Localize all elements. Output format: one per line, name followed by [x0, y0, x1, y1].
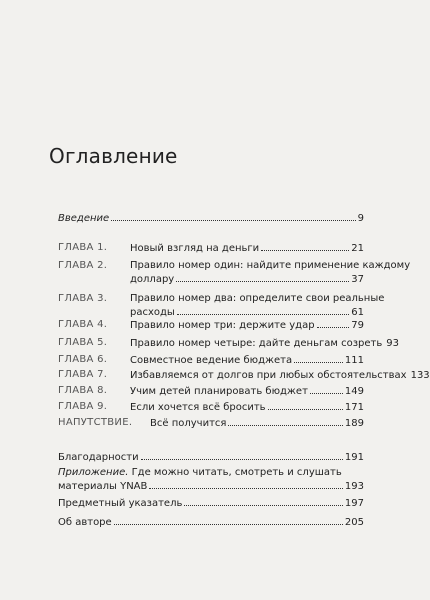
chapter-label: ГЛАВА 8. — [58, 385, 108, 396]
page-number: 93 — [386, 338, 399, 349]
page-number: 79 — [351, 320, 364, 331]
page-number: 191 — [344, 452, 364, 463]
leader-dots — [114, 515, 343, 525]
toc-entry-text: материалы YNAB — [58, 481, 148, 492]
chapter-label: ГЛАВА 4. — [58, 319, 108, 330]
page-number: 37 — [351, 274, 364, 285]
toc-entry-text: Правило номер три: держите удар — [130, 320, 315, 331]
toc-entry-text: Благодарности — [58, 452, 139, 463]
toc-entry-text: Избавляемся от долгов при любых обстоятельствах — [130, 370, 407, 381]
chapter-label: ГЛАВА 5. — [58, 337, 108, 348]
page-number: 133 — [410, 370, 430, 381]
leader-dots — [317, 318, 350, 328]
toc-entry-text: Предметный указатель — [58, 498, 183, 509]
toc-entry-text: Если хочется всё бросить — [130, 402, 266, 413]
toc-entry-text: Совместное ведение бюджета — [130, 355, 293, 366]
leader-dots — [149, 479, 343, 489]
leader-dots — [177, 305, 349, 315]
toc-entry-text: Правило номер четыре: дайте деньгам созреть — [130, 338, 383, 349]
toc-entry-text: Правило номер один: найдите применение каждому — [130, 260, 411, 271]
page-number: 61 — [351, 307, 364, 318]
chapter-label: ГЛАВА 1. — [58, 242, 108, 253]
toc-entry-text: Приложение. Где можно читать, смотреть и слушать — [58, 467, 342, 478]
leader-dots — [294, 353, 343, 363]
page-number: 189 — [344, 418, 364, 429]
leader-dots — [228, 416, 343, 426]
page-number: 9 — [357, 213, 364, 224]
toc-entry-text: Новый взгляд на деньги — [130, 243, 260, 254]
page-number: 171 — [344, 402, 364, 413]
chapter-label: ГЛАВА 7. — [58, 369, 108, 380]
toc-entry-text: расходы — [130, 307, 175, 318]
toc-entry-text: Об авторе — [58, 517, 112, 528]
page-number: 111 — [344, 355, 364, 366]
toc-entry-text: Всё получится — [150, 418, 227, 429]
leader-dots — [268, 400, 343, 410]
leader-dots — [176, 272, 349, 282]
leader-dots — [310, 384, 343, 394]
toc-entry-text: доллару — [130, 274, 175, 285]
chapter-label: ГЛАВА 3. — [58, 293, 108, 304]
page-number: 205 — [344, 517, 364, 528]
toc-entry-text: Правило номер два: определите свои реальные — [130, 293, 385, 304]
chapter-label: ГЛАВА 2. — [58, 260, 108, 271]
chapter-label: ГЛАВА 6. — [58, 354, 108, 365]
leader-dots — [141, 450, 343, 460]
leader-dots — [261, 241, 349, 251]
leader-dots — [184, 496, 343, 506]
chapter-label: ГЛАВА 9. — [58, 401, 108, 412]
toc-entry-text: Введение — [58, 213, 110, 224]
toc-entry-text: Учим детей планировать бюджет — [130, 386, 308, 397]
page-number: 193 — [344, 481, 364, 492]
page-number: 149 — [344, 386, 364, 397]
chapter-label: НАПУТСТВИЕ. — [58, 417, 133, 428]
leader-dots — [111, 211, 355, 221]
page-number: 21 — [351, 243, 364, 254]
page-number: 197 — [344, 498, 364, 509]
page-title: Оглавление — [49, 144, 178, 168]
